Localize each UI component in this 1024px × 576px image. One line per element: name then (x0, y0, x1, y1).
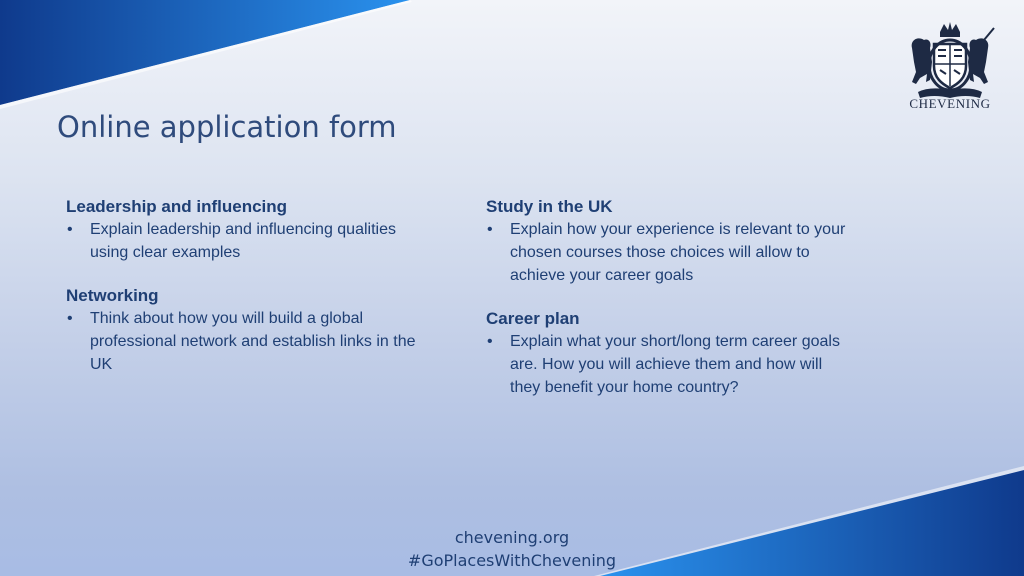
left-column (66, 195, 426, 396)
bullet-item (66, 307, 426, 376)
section-leadership (66, 195, 426, 264)
section-heading: Study in the UK (486, 197, 613, 216)
section-heading: Leadership and influencing (66, 197, 288, 216)
section-networking (66, 284, 426, 376)
bullet-item (66, 218, 426, 264)
section-heading: Career plan (486, 309, 580, 328)
bullet-icon: • (67, 310, 73, 327)
footer-hashtag: #GoPlacesWithChevening (407, 551, 617, 570)
page-title: Online application form (57, 110, 397, 144)
bullet-icon: • (67, 221, 73, 238)
footer-website: chevening.org (454, 528, 570, 547)
logo-wordmark: CHEVENING (909, 96, 991, 111)
section-career-plan (486, 307, 846, 399)
bullet-item (486, 218, 846, 287)
bullet-icon: • (487, 333, 493, 350)
section-heading: Networking (66, 286, 159, 305)
bullet-item (486, 330, 846, 399)
bullet-text: Explain how your experience is relevant to your chosen courses those choices will allow to achieve your career goals (510, 221, 846, 284)
section-study-uk (486, 195, 846, 287)
bullet-text: Think about how you will build a global professional network and establish links in the UK (90, 310, 416, 373)
right-column (486, 195, 846, 419)
bullet-text: Explain leadership and influencing qualities using clear examples (90, 221, 396, 261)
bullet-icon: • (487, 221, 493, 238)
bullet-text: Explain what your short/long term career goals are. How you will achieve them and how will they benefit your home country? (510, 333, 840, 396)
